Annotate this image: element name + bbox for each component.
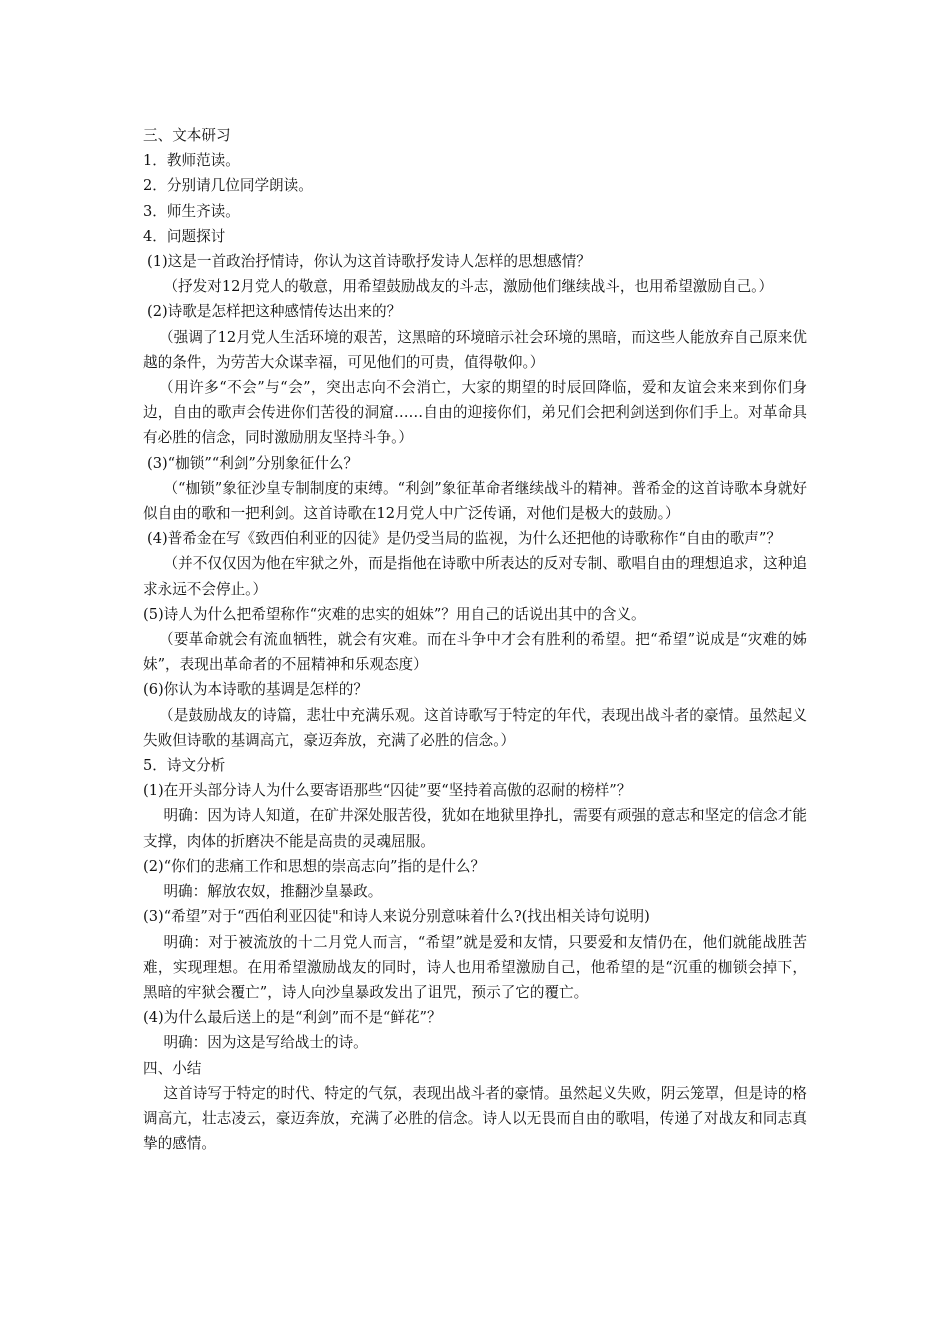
- answer: 明确：对于被流放的十二月党人而言，“希望”就是爱和友情，只要爱和友情仍在，他们就能战胜苦难，实现理想。在用希望激励战友的同时，诗人也用希望激励自己，他希望的是“沉重的枷锁会掉下，黑暗的牢狱会覆亡”，诗人向沙皇暴政发出了诅咒，预示了它的覆亡。: [143, 933, 807, 1001]
- answer: （强调了12月党人生活环境的艰苦，这黑暗的环境暗示社会环境的黑暗，而这些人能放弃自己原来优越的条件，为劳苦大众谋幸福，可见他们的可贵，值得敬仰。）: [143, 328, 807, 371]
- summary-paragraph: 这首诗写于特定的时代、特定的气氛，表现出战斗者的豪情。虽然起义失败，阴云笼罩，但是诗的格调高亢，壮志凌云，豪迈奔放，充满了必胜的信念。诗人以无畏而自由的歌唱，传递了对战友和同志真挚的感情。: [143, 1084, 807, 1153]
- answer: （要革命就会有流血牺牲，就会有灾难。而在斗争中才会有胜利的希望。把“希望”说成是“灾难的姊妹”，表现出革命者的不屈精神和乐观态度）: [143, 631, 807, 674]
- answer: （是鼓励战友的诗篇，悲壮中充满乐观。这首诗歌写于特定的年代，表现出战斗者的豪情。虽然起义失败但诗歌的基调高亢，豪迈奔放，充满了必胜的信念。）: [143, 706, 807, 749]
- list-item: 1．教师范读。: [143, 152, 240, 170]
- answer: （“枷锁”象征沙皇专制制度的束缚。“利剑”象征革命者继续战斗的精神。普希金的这首诗歌本身就好似自由的歌和一把利剑。这首诗歌在12月党人中广泛传诵，对他们是极大的鼓励。）: [143, 479, 807, 523]
- question: (2)诗歌是怎样把这种感情传达出来的？: [147, 303, 402, 321]
- question: (2)“你们的悲痛工作和思想的崇高志向”指的是什么？: [143, 857, 486, 875]
- question: (4)为什么最后送上的是“利剑”而不是“鲜花”？: [143, 1009, 442, 1027]
- list-item: 2．分别请几位同学朗读。: [143, 177, 313, 195]
- answer: （用许多“不会”与“会”，突出志向不会消亡，大家的期望的时辰回降临，爱和友谊会来来到你们身边，自由的歌声会传进你们苦役的洞窟……自由的迎接你们，弟兄们会把利剑送到你们手上。对革命具有必胜的信念，同时激励朋友坚持斗争。）: [143, 379, 807, 447]
- answer: 明确：解放农奴，推翻沙皇暴政。: [163, 883, 383, 901]
- section-heading-3: 三、文本研习: [143, 127, 231, 144]
- question: (3)“希望”对于“西伯利亚囚徒"和诗人来说分别意味着什么?(找出相关诗句说明): [143, 908, 650, 926]
- document-body: [143, 123, 807, 1156]
- answer: 明确：因为诗人知道，在矿井深处服苦役，犹如在地狱里挣扎，需要有顽强的意志和坚定的信念才能支撑，肉体的折磨决不能是高贵的灵魂屈服。: [143, 807, 807, 850]
- answer: （并不仅仅因为他在牢狱之外，而是指他在诗歌中所表达的反对专制、歌唱自由的理想追求，这种追求永远不会停止。）: [143, 555, 807, 598]
- list-item: 5．诗文分析: [143, 757, 226, 775]
- question: (1)在开头部分诗人为什么要寄语那些“囚徒”要“坚持着高傲的忍耐的榜样”？: [143, 782, 632, 800]
- question: (3)“枷锁”“利剑”分别象征什么？: [147, 454, 359, 472]
- answer: 明确：因为这是写给战士的诗。: [163, 1034, 368, 1052]
- section-heading-4: 四、小结: [143, 1059, 202, 1077]
- question: (5)诗人为什么把希望称作“灾难的忠实的姐妹”？用自己的话说出其中的含义。: [143, 605, 646, 623]
- question: (1)这是一首政治抒情诗，你认为这首诗歌抒发诗人怎样的思想感情？: [147, 253, 591, 271]
- question: (4)普希金在写《致西伯利亚的囚徒》是仍受当局的监视，为什么还把他的诗歌称作“自由的歌声”？: [147, 530, 781, 548]
- list-item: 4．问题探讨: [143, 227, 226, 245]
- list-item: 3．师生齐读。: [143, 202, 240, 220]
- answer: （抒发对12月党人的敬意，用希望鼓励战友的斗志，激励他们继续战斗，也用希望激励自己。）: [163, 278, 774, 296]
- question: (6)你认为本诗歌的基调是怎样的？: [143, 681, 368, 699]
